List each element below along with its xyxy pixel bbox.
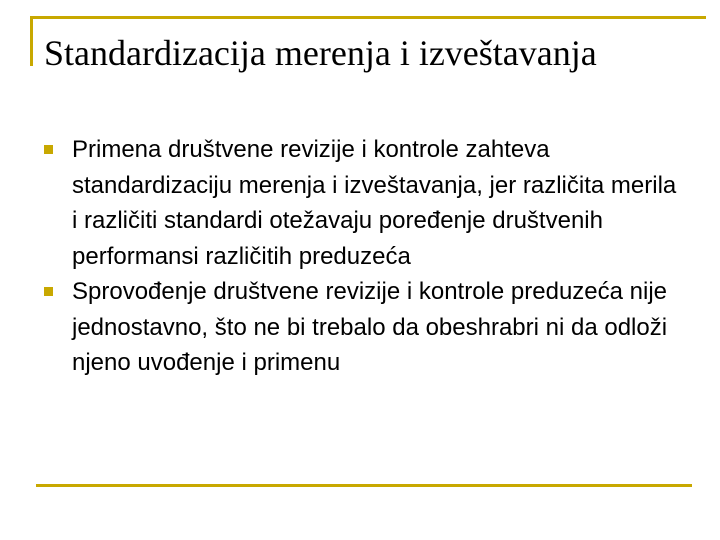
bullet-list: [44, 132, 684, 381]
bullet-text: Primena društvene revizije i kontrole zahteva standardizaciju merenja i izveštavanja, jer različita merila i različiti standardi otežavaju poređenje društvenih performansi različitih preduzeća: [72, 136, 677, 270]
bullet-text: Sprovođenje društvene revizije i kontrole preduzeća nije jednostavno, što ne bi trebalo da obeshrabri ni da odloži njeno uvođenje i primenu: [72, 278, 668, 376]
bullet-item: [44, 132, 684, 274]
top-rule: [30, 16, 706, 19]
slide-title: Standardizacija merenja i izveštavanja: [44, 33, 597, 73]
bullet-item: [44, 274, 684, 381]
square-bullet-icon: [44, 287, 53, 296]
square-bullet-icon: [44, 145, 53, 154]
left-rule: [30, 16, 33, 66]
bottom-rule: [36, 484, 692, 487]
